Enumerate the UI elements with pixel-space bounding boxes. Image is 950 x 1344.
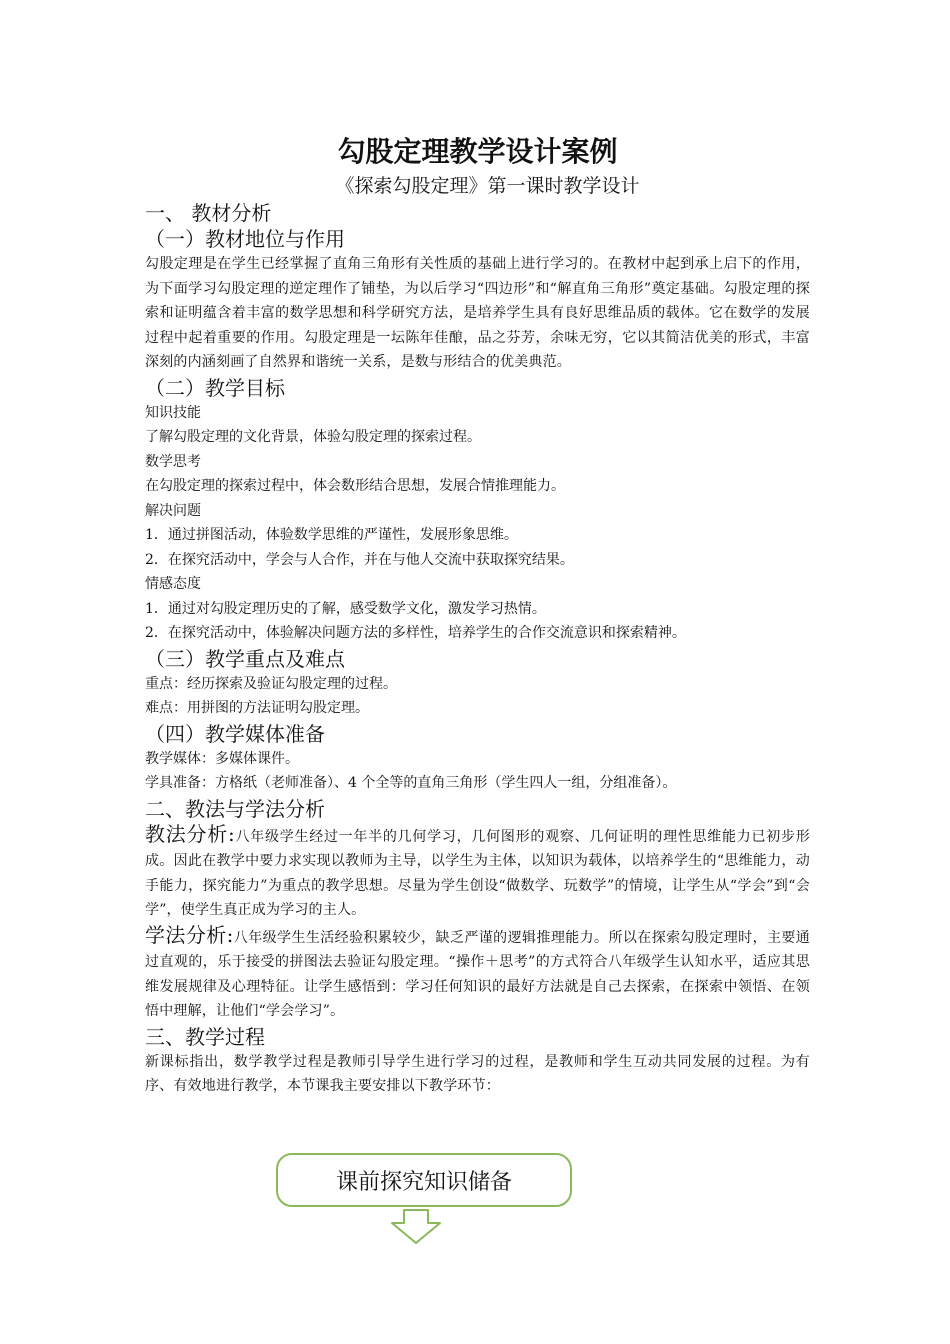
section-3-text: 新课标指出，数学教学过程是教师引导学生进行学习的过程，是教师和学生互动共同发展的过程。为有序、有效地进行教学，本节课我主要安排以下教学环节： — [145, 1053, 810, 1094]
teaching-method-paragraph — [145, 822, 810, 923]
goal-thinking-label: 数学思考 — [145, 453, 201, 470]
down-arrow-icon — [390, 1209, 442, 1245]
tools-prep: 学具准备：方格纸（老师准备）、4 个全等的直角三角形（学生四人一组，分组准备）。 — [145, 775, 677, 791]
difficult-point: 难点：用拼图的方法证明勾股定理。 — [145, 700, 369, 716]
key-point: 重点：经历探索及验证勾股定理的过程。 — [145, 675, 397, 692]
learning-method-label: 学法分析: — [145, 922, 234, 947]
document-title: 勾股定理教学设计案例 — [337, 135, 618, 168]
document-subtitle: 《探索勾股定理》第一课时教学设计 — [335, 175, 640, 197]
section-1-2-heading: （二）教学目标 — [145, 375, 285, 400]
section-1-1-text: 勾股定理是在学生已经掌握了直角三角形有关性质的基础上进行学习的。在教材中起到承上启下的作用，为下面学习勾股定理的逆定理作了铺垫，为以后学习“四边形”和“解直角三角形”奠定基础。勾股定理的探索和证明蕴含着丰富的数学思想和科学研究方法，是培养学生具有良好思维品质的载体。它在数学的发展过程中起着重要的作用。勾股定理是一坛陈年佳酿，品之芬芳，余味无穷，它以其简洁优美的形式，丰富深刻的内涵刻画了自然界和谐统一关系，是数与形结合的优美典范。 — [145, 256, 810, 370]
goal-emotion-item-1: 1．通过对勾股定理历史的了解，感受数学文化，激发学习热情。 — [145, 600, 546, 617]
goal-solving-label: 解决问题 — [145, 502, 201, 519]
section-3-heading: 三、教学过程 — [145, 1024, 265, 1049]
section-2-heading: 二、教法与学法分析 — [145, 796, 325, 821]
goal-solving-item-1: 1．通过拼图活动，体验数学思维的严谨性，发展形象思维。 — [145, 527, 518, 543]
media-prep: 教学媒体：多媒体课件。 — [145, 750, 299, 767]
section-1-1-heading: （一）教材地位与作用 — [145, 227, 345, 251]
goal-knowledge-label: 知识技能 — [145, 404, 201, 421]
goal-knowledge-text: 了解勾股定理的文化背景，体验勾股定理的探索过程。 — [145, 429, 481, 445]
goal-solving-item-2: 2．在探究活动中，学会与人合作，并在与他人交流中获取探究结果。 — [145, 551, 574, 568]
goal-emotion-item-2: 2．在探究活动中，体验解决问题方法的多样性，培养学生的合作交流意识和探索精神。 — [145, 625, 686, 641]
section-1-3-heading: （三）教学重点及难点 — [145, 646, 345, 671]
section-1-heading: 一、 教材分析 — [145, 201, 272, 225]
document-body — [145, 128, 810, 1099]
teaching-method-label: 教法分析: — [145, 821, 235, 846]
teaching-method-text: 八年级学生经过一年半的几何学习，几何图形的观察、几何证明的理性思维能力已初步形成。因此在教学中要力求实现以教师为主导，以学生为主体，以知识为载体，以培养学生的“思维能力，动手能力，探究能力”为重点的教学思想。尽量为学生创设“做数学、玩数学”的情境，让学生从“学会”到“会学”，使学生真正成为学习的主人。 — [145, 828, 810, 918]
learning-method-paragraph — [145, 923, 810, 1024]
goal-emotion-label: 情感态度 — [145, 576, 201, 592]
flow-step-box: 课前探究知识储备 — [276, 1153, 572, 1207]
goal-thinking-text: 在勾股定理的探索过程中，体会数形结合思想，发展合情推理能力。 — [145, 478, 565, 494]
learning-method-text: 八年级学生生活经验积累较少，缺乏严谨的逻辑推理能力。所以在探索勾股定理时，主要通过直观的，乐于接受的拼图法去验证勾股定理。“操作＋思考”的方式符合八年级学生认知水平，适应其思维发展规律及心理特征。让学生感悟到：学习任何知识的最好方法就是自己去探索，在探索中领悟、在领悟中理解，让他们“学会学习”。 — [145, 929, 811, 1019]
section-1-4-heading: （四）教学媒体准备 — [145, 721, 325, 746]
